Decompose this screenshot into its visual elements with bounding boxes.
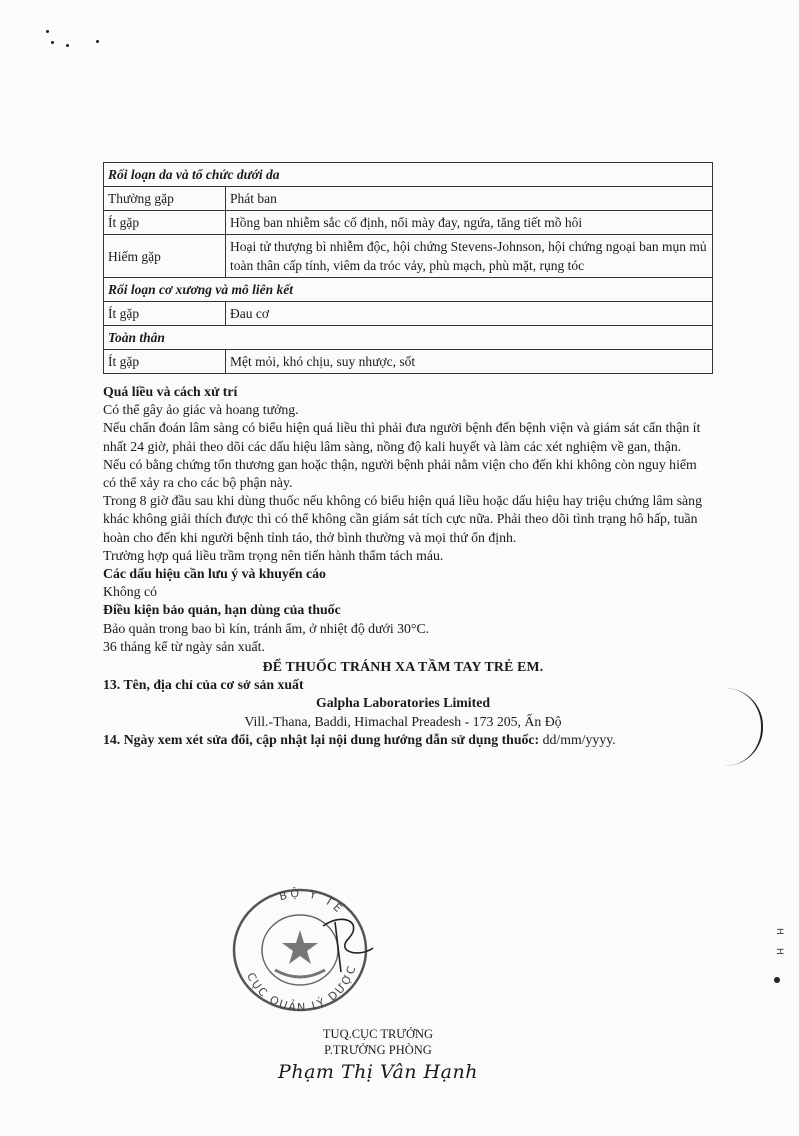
table-section-header: Rối loạn cơ xương và mô liên kết <box>104 278 713 302</box>
signature-title-2: P.TRƯỞNG PHÒNG <box>324 1043 432 1057</box>
overdose-paragraph: Nếu chẩn đoán lâm sàng có biểu hiện quá liều thì phải đưa người bệnh đến bệnh viện và giám sát cẩn thận ít nhất 24 giờ, phải theo dõi các dấu hiệu lâm sàng, nồng độ kali huyết và làm các xét nghiệm về gan, thận. <box>103 420 701 454</box>
revision-date: dd/mm/yyyy. <box>542 731 616 747</box>
manufacturer-address: Vill.-Thana, Baddi, Himachal Preadesh - 173 205, Ấn Độ <box>244 713 562 729</box>
warnings-text: Không có <box>103 584 158 600</box>
svg-text:H: H <box>774 948 784 955</box>
seal-bottom-text: CỤC QUẢN LÝ DƯỢC <box>244 962 359 1014</box>
overdose-paragraph: Nếu có bằng chứng tổn thương gan hoặc thận, người bệnh phải nằm viện cho đến khi không còn nguy hiểm có thể xảy ra cho các bộ phận này. <box>103 456 697 491</box>
revision-date-line <box>103 731 703 749</box>
leaflet-body <box>103 383 703 749</box>
revision-label: 14. Ngày xem xét sửa đổi, cập nhật lại nội dung hướng dẫn sử dụng thuốc: <box>103 731 540 747</box>
storage-heading: Điều kiện bảo quản, hạn dùng của thuốc <box>103 602 341 618</box>
overdose-paragraph: Có thể gây ảo giác và hoang tưởng. <box>103 402 299 418</box>
storage-line: Bảo quản trong bao bì kín, tránh ẩm, ở nhiệt độ dưới 30°C. <box>103 620 430 636</box>
manufacturer-name: Galpha Laboratories Limited <box>316 695 490 711</box>
overdose-paragraph: Trường hợp quá liều trầm trọng nên tiến hành thẩm tách máu. <box>103 547 444 563</box>
svg-text:H: H <box>774 928 784 935</box>
table-row: Ít gặp Mệt mỏi, khó chịu, suy nhược, sốt <box>104 350 713 374</box>
signer-name: Phạm Thị Vân Hạnh <box>278 1061 478 1083</box>
table-row: Ít gặp Đau cơ <box>104 302 713 326</box>
manufacturer-heading: 13. Tên, địa chỉ của cơ sở sản xuất <box>103 677 304 693</box>
table-row: Ít gặp Hồng ban nhiễm sắc cố định, nổi mày đay, ngứa, tăng tiết mồ hôi <box>104 211 713 235</box>
warnings-heading: Các dấu hiệu cần lưu ý và khuyến cáo <box>103 566 326 582</box>
overdose-heading: Quá liều và cách xử trí <box>103 384 238 399</box>
seal-top-text: BỘ Y TẾ <box>277 886 347 917</box>
signature-title-1: TUQ.CỤC TRƯỞNG <box>322 1027 434 1041</box>
overdose-paragraph: Trong 8 giờ đầu sau khi dùng thuốc nếu không có biểu hiện quá liều hoặc dấu hiệu hay triệu chứng lâm sàng khác không giải thích được thì có thể không cần giám sát tích cực nữa. Phải theo dõi tình trạng hô hấp, tuần hoàn cho đến khi người bệnh tỉnh táo, thở bình thường và mọi thứ ổn định. <box>103 493 702 545</box>
table-row: Thường gặp Phát ban <box>104 187 713 211</box>
table-section-header: Toàn thân <box>104 326 713 350</box>
star-emblem-icon <box>275 930 325 977</box>
table-row: Hiếm gặp Hoại tử thượng bì nhiễm độc, hội chứng Stevens-Johnson, hội chứng ngoại ban mụn mủ toàn thân cấp tính, viêm da tróc vảy, phù mạch, phù mặt, rụng tóc <box>104 235 713 278</box>
signature-block <box>268 1026 488 1083</box>
scan-bracket-mark <box>725 688 763 766</box>
shelf-life-line: 36 tháng kể từ ngày sản xuất. <box>103 638 265 654</box>
svg-text:BỘ Y TẾ <box>278 887 348 917</box>
adverse-effects-table <box>103 162 713 374</box>
edge-seal-fragment <box>770 918 784 996</box>
official-stamp-seal <box>223 882 377 1014</box>
svg-text:CỤC QUẢN LÝ DƯỢC <box>244 963 359 1014</box>
table-section-header: Rối loạn da và tổ chức dưới da <box>104 163 713 187</box>
child-warning: ĐỂ THUỐC TRÁNH XA TẦM TAY TRẺ EM. <box>262 659 544 675</box>
